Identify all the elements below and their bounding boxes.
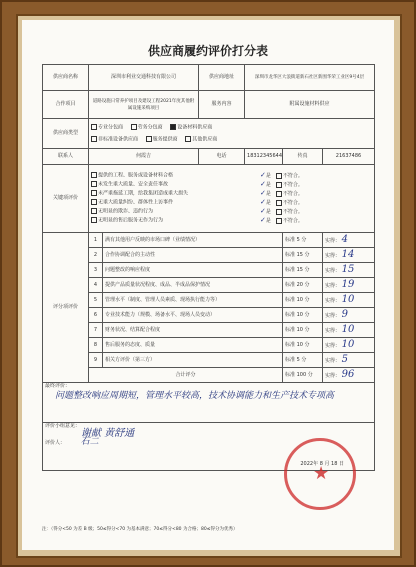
total-got-label: 实得： — [325, 372, 341, 379]
no-option: 不符合。 — [282, 209, 303, 215]
item-standard: 标准 10 分 — [283, 308, 323, 323]
item-score: 14 — [341, 248, 355, 260]
item-text: 满有其他用户反映的市场口碑（业绩情况） — [103, 233, 283, 248]
service-content-label: 服务内容 — [199, 91, 245, 119]
item-standard: 标准 5 分 — [283, 353, 323, 368]
general-items — [43, 233, 375, 383]
supplier-address: 深圳市龙华区大浪街道新石社区新围华荣工业区9号4层 — [245, 65, 375, 91]
comment-handwriting: 问题整改响应周期短，管理水平较高，技术协调能力和生产技术专项高 — [55, 391, 335, 401]
date: 2022年 8 月 18 日 — [300, 461, 345, 467]
item-no: 6 — [89, 308, 103, 323]
general-label: 评分项评价 — [43, 233, 89, 383]
item-score: 10 — [341, 323, 355, 335]
key-item-text: 未严重拖延工期，给我集团造成重大损失 — [98, 190, 189, 197]
item-score: 10 — [341, 338, 355, 350]
yes-option: 是 — [265, 173, 271, 179]
red-seal-stamp — [284, 438, 356, 510]
item-score: 4 — [341, 233, 348, 245]
yes-option: 是 — [265, 209, 271, 215]
type-option-label: 专业分包商 — [98, 124, 124, 131]
item-standard: 标准 10 分 — [283, 338, 323, 353]
item-no: 5 — [89, 293, 103, 308]
type-option[interactable] — [185, 136, 217, 144]
item-score: 19 — [341, 278, 355, 290]
item-no: 1 — [89, 233, 103, 248]
supplier-name: 深圳市利业交通科技有限公司 — [89, 65, 199, 91]
checkbox[interactable] — [276, 209, 282, 215]
key-items-label: 关键项评价 — [43, 165, 89, 233]
yes-option: 是 — [265, 200, 271, 206]
checkbox[interactable] — [91, 181, 97, 187]
item-got-label: 实得： — [325, 327, 341, 334]
item-no: 4 — [89, 278, 103, 293]
key-items — [89, 165, 375, 233]
item-standard: 标准 10 分 — [283, 293, 323, 308]
yes-option: 是 — [265, 191, 271, 197]
checkbox[interactable] — [276, 200, 282, 206]
item-no: 3 — [89, 263, 103, 278]
check-mark-icon: ✓ — [260, 180, 266, 188]
item-text: 相关方评价（第三方） — [103, 353, 283, 368]
reviewer-label: 评价小组意见： — [45, 423, 81, 429]
key-item-text: 无明显的欺诈、违约行为 — [98, 208, 154, 215]
type-option[interactable] — [170, 124, 212, 132]
item-standard: 标准 20 分 — [283, 278, 323, 293]
checkbox[interactable] — [91, 124, 97, 130]
item-text: 提供产品质量状况程度、成品、半成品保护情况 — [103, 278, 283, 293]
total-label: 合计评分 — [89, 368, 283, 383]
item-score: 10 — [341, 293, 355, 305]
item-got-label: 实得： — [325, 267, 341, 274]
signer-handwriting: 石二 — [80, 437, 99, 447]
item-standard: 标准 15 分 — [283, 248, 323, 263]
supplier-address-label: 供应商地址 — [199, 65, 245, 91]
checkbox[interactable] — [91, 190, 97, 196]
contract-project: 道路设施日常养护项目及建设工程2021年度其他附属设施采购项目 — [89, 91, 199, 119]
checkbox[interactable] — [276, 173, 282, 179]
contact-name: 何霞吉 — [89, 149, 199, 165]
item-no: 2 — [89, 248, 103, 263]
item-text: 专业技术能力（规模、场备水平、现场人员变动） — [103, 308, 283, 323]
checkbox[interactable] — [131, 124, 137, 130]
key-item-text: 提供的工程、服务或设备材料合格 — [98, 172, 174, 179]
no-option: 不符合。 — [282, 182, 303, 188]
type-option[interactable] — [131, 124, 163, 132]
contact-label: 联系人 — [43, 149, 89, 165]
checkbox[interactable] — [91, 172, 97, 178]
item-got-label: 实得： — [325, 342, 341, 349]
check-mark-icon: ✓ — [260, 207, 266, 215]
checkbox[interactable] — [91, 217, 97, 223]
footnote: 注：（得分<50 为差 B 级；50≤得分<70 为基本满意；70≤得分<80 为合格；80≤得分为优秀） — [42, 527, 238, 532]
item-standard: 标准 5 分 — [283, 233, 323, 248]
no-option: 不符合。 — [282, 191, 303, 197]
service-content: 附属设施材料供应 — [245, 91, 375, 119]
type-option-label: 服务提供商 — [152, 136, 178, 142]
total-score: 96 — [341, 368, 355, 380]
item-got-label: 实得： — [325, 282, 341, 289]
checkbox[interactable] — [91, 208, 97, 214]
checkbox[interactable] — [276, 191, 282, 197]
item-no: 7 — [89, 323, 103, 338]
item-got-label: 实得： — [325, 312, 341, 319]
type-option-label: 其他供应商 — [192, 136, 218, 142]
check-mark-icon: ✓ — [260, 198, 266, 206]
checkbox[interactable] — [91, 199, 97, 205]
signer-label: 评价人： — [45, 440, 66, 446]
no-option: 不符合。 — [282, 173, 303, 179]
key-item-text: 无重大质量纠纷、群体性上访事件 — [98, 199, 174, 206]
item-no: 8 — [89, 338, 103, 353]
type-option[interactable] — [91, 136, 138, 144]
key-item-text: 无明显的售后服务无作为行为 — [98, 217, 164, 224]
checkbox-checked[interactable] — [170, 124, 176, 130]
key-item-text: 未发生重大质量、安全责任事故 — [98, 181, 169, 188]
checkbox[interactable] — [276, 218, 282, 224]
check-mark-icon: ✓ — [260, 171, 266, 179]
type-option-label: 设备材料供应商 — [177, 124, 213, 131]
type-option[interactable] — [91, 124, 123, 132]
fax: 21637486 — [323, 149, 375, 165]
check-mark-icon: ✓ — [260, 216, 266, 224]
yes-option: 是 — [265, 218, 271, 224]
reviewer-handwriting: 谢献 黄舒通 — [81, 428, 135, 439]
checkbox[interactable] — [91, 136, 97, 142]
item-text: 合作协调配合的主动性 — [103, 248, 283, 263]
checkbox[interactable] — [146, 136, 152, 142]
item-score: 15 — [341, 263, 355, 275]
contract-project-label: 合作项目 — [43, 91, 89, 119]
phone: 18312345644 — [245, 149, 283, 165]
type-option-label: 劳务分包商 — [137, 124, 163, 131]
checkbox[interactable] — [276, 182, 282, 188]
evaluation-table — [42, 64, 375, 471]
check-mark-icon: ✓ — [260, 189, 266, 197]
supplier-type-label: 供应商类型 — [43, 119, 89, 149]
no-option: 不符合。 — [282, 218, 303, 224]
item-no: 9 — [89, 353, 103, 368]
yes-option: 是 — [265, 182, 271, 188]
item-got-label: 实得： — [325, 237, 341, 244]
item-text: 售后服务的态度、质量 — [103, 338, 283, 353]
fax-label: 传真 — [283, 149, 323, 165]
item-got-label: 实得： — [325, 357, 341, 364]
no-option: 不符合。 — [282, 200, 303, 206]
type-option-label: 非标准设备供应商 — [98, 136, 139, 142]
item-text: 管理水平（制度、管理人员素质、现场执行能力等） — [103, 293, 283, 308]
supplier-name-label: 供应商名称 — [43, 65, 89, 91]
sheet-title: 供应商履约评价打分表 — [147, 44, 268, 58]
type-option[interactable] — [146, 136, 178, 144]
phone-label: 电话 — [199, 149, 245, 165]
item-text: 财务状况、结算配合程度 — [103, 323, 283, 338]
checkbox[interactable] — [185, 136, 191, 142]
supplier-type-options — [89, 119, 375, 149]
item-got-label: 实得： — [325, 252, 341, 259]
item-standard: 标准 15 分 — [283, 263, 323, 278]
evaluation-sheet — [22, 20, 394, 550]
comment-label: 最终评价： — [45, 383, 71, 389]
comment-cell — [43, 383, 375, 423]
total-standard: 标准 100 分 — [283, 368, 323, 383]
item-standard: 标准 10 分 — [283, 323, 323, 338]
item-score: 9 — [341, 308, 348, 320]
item-text: 问题整改的响应程度 — [103, 263, 283, 278]
item-score: 5 — [341, 353, 348, 365]
star-icon: ★ — [313, 463, 330, 484]
item-got-label: 实得： — [325, 297, 341, 304]
